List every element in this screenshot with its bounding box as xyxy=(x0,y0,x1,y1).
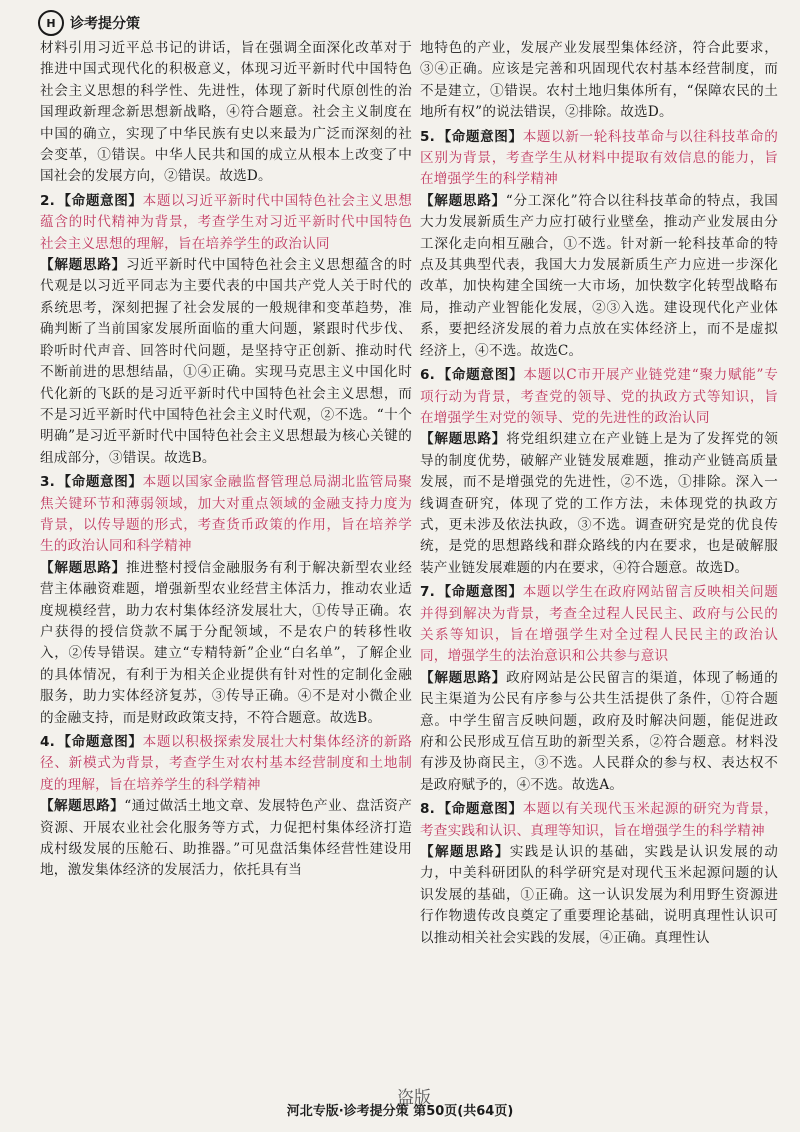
question-number: 7. xyxy=(420,584,436,601)
question-number: 2. xyxy=(40,192,56,209)
question-7-solution xyxy=(420,668,778,796)
question-4-intent xyxy=(40,732,412,796)
intent-label: 【命题意图】 xyxy=(437,801,523,818)
solution-text: 推进整村授信金融服务有利于解决新型农业经营主体融资难题，增强新型农业经营主体活力，推动农业适度规模经营，助力农村集体经济发展壮大，①传导正确。农户获得的授信贷款不属于分配领域，不是农户的转移性收入，②传导错误。建立“专精特新”企业“白名单”，了解企业的具体情况，有利于为相关企业提供有针对性的定制化金融服务，助力实体经济复苏，③传导正确。④不是对小微企业的金融支持，而是财政政策支持，不符合题意。故选B。 xyxy=(40,559,412,726)
intent-label: 【命题意图】 xyxy=(57,734,143,750)
solution-label: 【解题思路】 xyxy=(420,844,510,861)
brand-title: 诊考提分策 xyxy=(70,16,140,32)
intent-label: 【命题意图】 xyxy=(437,584,523,601)
question-8-solution xyxy=(420,842,778,949)
solution-text: 习近平新时代中国特色社会主义思想蕴含的时代观是以习近平同志为主要代表的中国共产党人关于时代的系统思考，深刻把握了社会发展的一般规律和变革趋势，准确判断了当前国家发展所面临的重大问题，紧跟时代步伐、聆听时代声音、回答时代问题，是坚持守正创新、推动时代不断前进的思想结晶，①④正确。实现马克思主义中国化时代化新的飞跃的是习近平新时代中国特色社会主义思想，而不是习近平新时代中国特色社会主义时代观，②不选。“十个明确”是习近平新时代中国特色社会主义思想最为核心关键的组成部分，③错误。故选B。 xyxy=(40,257,412,466)
question-2-intent xyxy=(40,191,412,255)
intent-label: 【命题意图】 xyxy=(437,128,523,145)
solution-label: 【解题思路】 xyxy=(40,257,126,274)
solution-label: 【解题思路】 xyxy=(420,669,507,686)
intent-text: 本题以积极探索发展壮大村集体经济的新路径、新模式为背景，考查学生对农村基本经营制度和土地制度的理解，旨在培养学生的科学精神 xyxy=(40,734,412,793)
intent-label: 【命题意图】 xyxy=(57,192,143,209)
intent-text: 本题以有关现代玉米起源的研究为背景，考查实践和认识、真理等知识，旨在增强学生的科学精神 xyxy=(420,801,778,839)
question-5-intent xyxy=(420,127,778,191)
intent-text: 本题以学生在政府网站留言反映相关问题并得到解决为背景，考查全过程人民民主、政府与公民的关系等知识，旨在增强学生对全过程人民民主的政治认同，增强学生的法治意识和公共参与意识 xyxy=(420,584,778,665)
solution-text: “通过做活土地文章、发展特色产业、盘活资产资源、开展农业社会化服务等方式，力促把村集体经济打造成村级发展的压舱石、助推器。”可见盘活集体经营性建设用地，激发集体经济的发展活力，依托具有当 xyxy=(40,798,412,879)
question-number: 3. xyxy=(40,474,56,491)
question-number: 4. xyxy=(40,734,56,750)
solution-label: 【解题思路】 xyxy=(40,559,126,576)
question-number: 8. xyxy=(420,801,436,818)
question-2-solution xyxy=(40,255,412,469)
left-column xyxy=(40,38,412,882)
solution-label: 【解题思路】 xyxy=(420,431,507,448)
question-3-intent xyxy=(40,472,412,558)
intent-text: 本题以C市开展产业链党建“聚力赋能”专项行动为背景，考查党的领导、党的执政方式等知识，旨在增强学生对党的领导、党的先进性的政治认同 xyxy=(420,367,778,426)
solution-text: 实践是认识的基础，实践是认识发展的动力，中美科研团队的科学研究是对现代玉米起源问题的认识发展的基础，①正确。这一认识发展为利用野生资源进行作物遗传改良奠定了重要理论基础，说明真理性认识可以推动相关社会实践的发展，④正确。真理性认 xyxy=(420,844,778,946)
page-footer: 河北专版·诊考提分策 第50页(共64页) xyxy=(286,1104,514,1119)
answer-continuation: 地特色的产业，发展产业发展型集体经济，符合此要求，③④正确。应该是完善和巩固现代农村基本经营制度，而不是建立，①错误。农村土地归集体所有，“保障农民的土地所有权”的说法错误，②排除。故选D。 xyxy=(420,40,778,121)
right-column xyxy=(420,38,778,949)
question-number: 6. xyxy=(420,367,436,384)
header xyxy=(38,10,140,36)
question-3-solution xyxy=(40,558,412,729)
intent-text: 本题以习近平新时代中国特色社会主义思想蕴含的时代精神为背景，考查学生对习近平新时代中国特色社会主义思想的理解，旨在培养学生的政治认同 xyxy=(40,192,412,252)
intent-text: 本题以新一轮科技革命与以往科技革命的区别为背景，考查学生从材料中提取有效信息的能力，旨在增强学生的科学精神 xyxy=(420,128,778,188)
solution-text: 政府网站是公民留言的渠道，体现了畅通的民主渠道为公民有序参与公共生活提供了条件，①符合题意。中学生留言反映问题，政府及时解决问题，能促进政府和公民形成互信互助的新型关系，②符合题意。材料没有涉及协商民主，③不选。人民群众的参与权、表达权不是政府赋予的，④不选。故选A。 xyxy=(420,669,778,793)
question-number: 5. xyxy=(420,128,436,145)
solution-text: 将党组织建立在产业链上是为了发挥党的领导的制度优势，破解产业链发展难题，推动产业链高质量发展，而不是增强党的先进性，②不选，①排除。深入一线调查研究，体现了党的工作方法，未体现党的执政方式，更未涉及依法执政，③不选。调查研究是党的优良传统，是党的思想路线和群众路线的内在要求，也是破解服装产业链发展难题的内在要求，④符合题意。故选D。 xyxy=(420,431,778,576)
question-6-solution xyxy=(420,429,778,579)
intent-label: 【命题意图】 xyxy=(437,367,524,384)
question-8-intent xyxy=(420,799,778,842)
question-4-solution xyxy=(40,796,412,882)
answer-continuation: 材料引用习近平总书记的讲话，旨在强调全面深化改革对于推进中国式现代化的积极意义，体现习近平新时代中国特色社会主义思想的科学性、先进性，体现了新时代原创性的治国理政新理念新思想新战略，④符合题意。社会主义制度在中国的确立，实现了中华民族有史以来最为广泛而深刻的社会变革，①错误。中华人民共和国的成立从根本上改变了中国社会的发展方向，②错误。故选D。 xyxy=(40,40,412,185)
solution-label: 【解题思路】 xyxy=(420,192,506,209)
question-6-intent xyxy=(420,365,778,429)
question-5-solution xyxy=(420,191,778,362)
intent-label: 【命题意图】 xyxy=(57,474,143,491)
solution-label: 【解题思路】 xyxy=(40,798,125,815)
watermark: 盗版 xyxy=(397,1088,431,1108)
brand-logo-icon: H xyxy=(38,10,64,36)
question-7-intent xyxy=(420,582,778,668)
intent-text: 本题以国家金融监督管理总局湖北监管局聚焦关键环节和薄弱领域，加大对重点领域的金融支持力度为背景，以传导题的形式，考查货币政策的作用，旨在培养学生的政治认同和科学精神 xyxy=(40,474,412,555)
solution-text: “分工深化”符合以往科技革命的特点，我国大力发展新质生产力应打破行业壁垒，推动产业发展由分工深化走向相互融合，①不选。针对新一轮科技革命的特点及其典型代表，我国大力发展新质生产力应进一步深化改革，加快构建全国统一大市场，加快数字化转型战略布局，推动产业智能化发展，②③入选。建设现代化产业体系，要把经济发展的着力点放在实体经济上，而不是虚拟经济上，④不选。故选C。 xyxy=(420,192,778,359)
